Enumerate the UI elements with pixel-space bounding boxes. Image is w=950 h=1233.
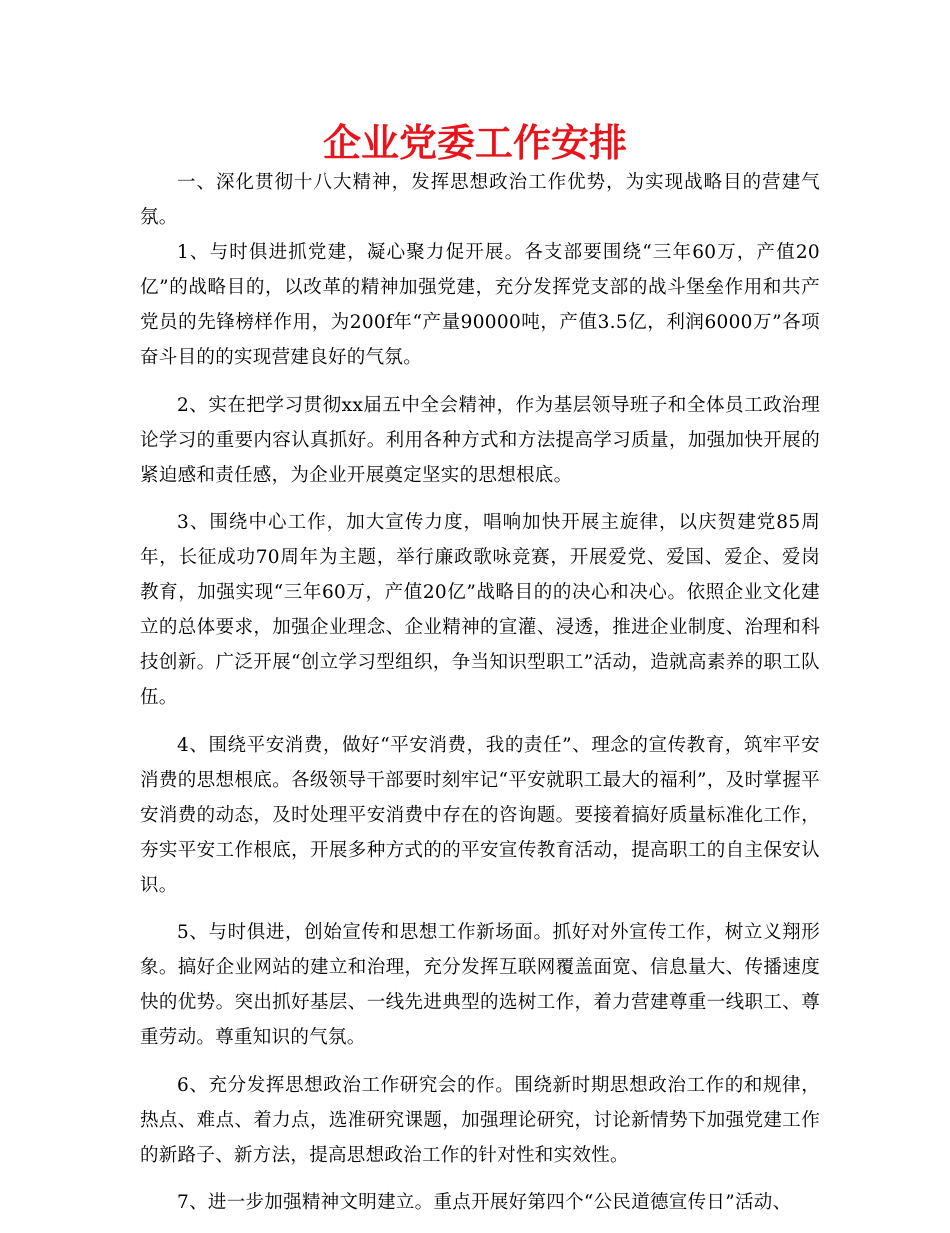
paragraph-1: 1、与时俱进抓党建，凝心聚力促开展。各支部要围绕“三年60万，产值20亿”的战略目的，以改革的精神加强党建，充分发挥党支部的战斗堡垒作用和共产党员的先锋榜样作用，为200f年“产量90000吨，产值3.5亿，利润6000万”各项奋斗目的的实现营建良好的气氛。: [140, 242, 820, 368]
paragraph-5: 5、与时俱进，创始宣传和思想工作新场面。抓好对外宣传工作，树立义翔形象。搞好企业网站的建立和治理，充分发挥互联网覆盖面宽、信息量大、传播速度快的优势。突出抓好基层、一线先进典型的选树工作，着力营建尊重一线职工、尊重劳动。尊重知识的气氛。: [140, 922, 820, 1048]
document-body: [140, 165, 820, 1233]
paragraph-6: 6、充分发挥思想政治工作研究会的作。围绕新时期思想政治工作的和规律，热点、难点、着力点，选准研究课题，加强理论研究，讨论新情势下加强党建工作的新路子、新方法，提高思想政治工作的针对性和实效性。: [140, 1074, 820, 1166]
paragraph-4: 4、围绕平安消费，做好“平安消费，我的责任”、理念的宣传教育，筑牢平安消费的思想根底。各级领导干部要时刻牢记“平安就职工最大的福利”，及时掌握平安消费的动态，及时处理平安消费中存在的咨询题。要接着搞好质量标准化工作，夯实平安工作根底，开展多种方式的的平安宣传教育活动，提高职工的自主保安认识。: [140, 734, 820, 896]
paragraph-2: 2、实在把学习贯彻xx届五中全会精神，作为基层领导班子和全体员工政治理论学习的重要内容认真抓好。利用各种方式和方法提高学习质量，加强加快开展的紧迫感和责任感，为企业开展奠定坚实的思想根底。: [140, 394, 820, 486]
section-heading-1: 一、深化贯彻十八大精神，发挥思想政治工作优势，为实现战略目的营建气氛。: [140, 172, 820, 228]
document-title: 企业党委工作安排: [322, 121, 627, 165]
paragraph-7: 7、进一步加强精神文明建立。重点开展好第四个“公民道德宣传日”活动、: [177, 1192, 792, 1213]
paragraph-3: 3、围绕中心工作，加大宣传力度，唱响加快开展主旋律，以庆贺建党85周年，长征成功70周年为主题，举行廉政歌咏竞赛，开展爱党、爱国、爱企、爱岗教育，加强实现“三年60万，产值20亿”战略目的的决心和决心。依照企业文化建立的总体要求，加强企业理念、企业精神的宣灌、浸透，推进企业制度、治理和科技创新。广泛开展“创立学习型组织，争当知识型职工”活动，造就高素养的职工队伍。: [140, 512, 820, 708]
